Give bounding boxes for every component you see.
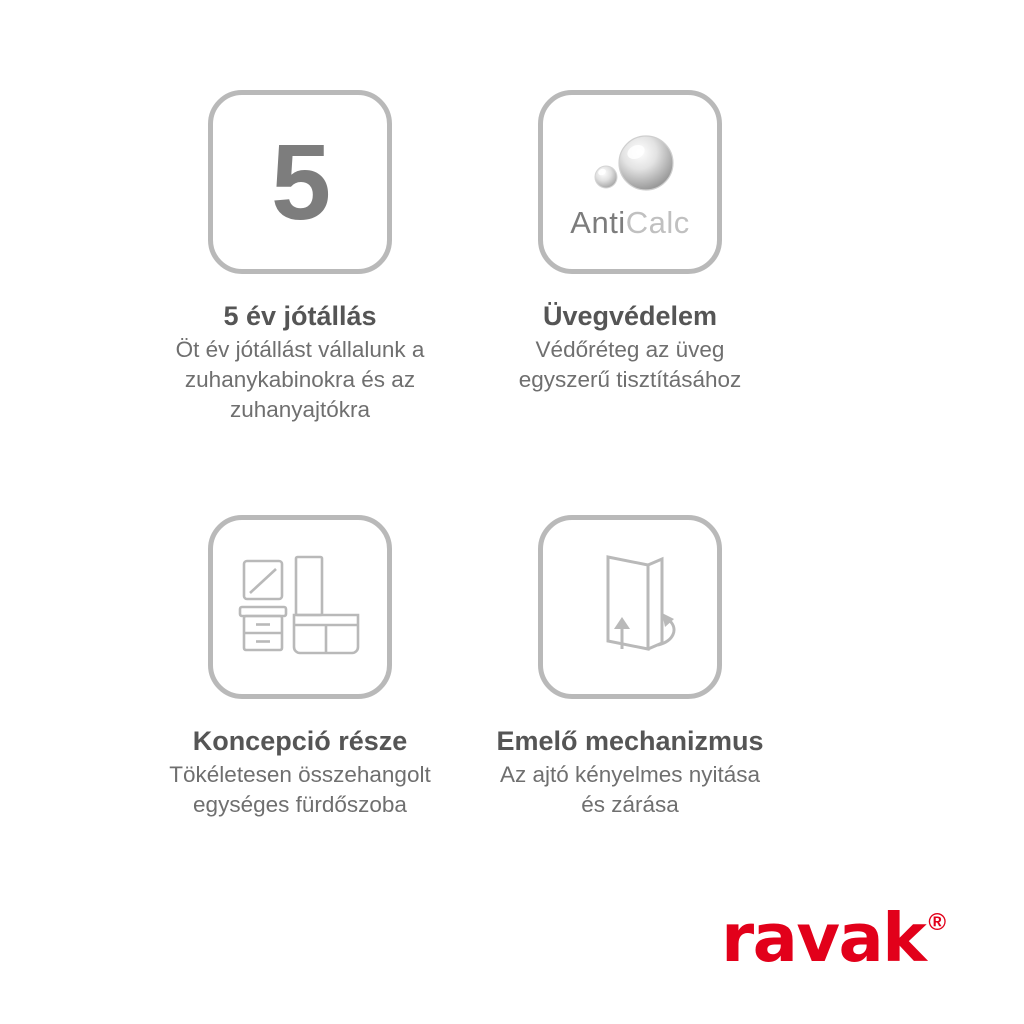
feature-title: Koncepció része xyxy=(192,725,408,756)
anticalc-label-calc: Calc xyxy=(625,205,690,240)
five-years-icon xyxy=(208,90,392,274)
feature-description: Védőréteg az üveg egyszerű tisztításához xyxy=(518,336,742,392)
water-droplet-icon xyxy=(570,131,690,201)
feature-card-warranty xyxy=(150,90,450,425)
feature-title: Üvegvédelem xyxy=(542,301,718,331)
feature-title: 5 év jótállás xyxy=(223,301,377,331)
door-lift-icon xyxy=(570,545,690,669)
ravak-logo-text: ravak xyxy=(721,899,926,977)
anticalc-icon xyxy=(538,90,722,274)
feature-card-glass-protection xyxy=(480,90,780,425)
registered-trademark-icon: ® xyxy=(928,909,946,936)
anticalc-icon-graphic xyxy=(570,123,690,241)
feature-grid xyxy=(150,90,880,819)
feature-description: Öt év jótállást vállalunk a zuhanykabinokra és az zuhanyajtókra xyxy=(175,336,425,422)
anticalc-icon-label xyxy=(570,205,689,241)
feature-card-lift-mechanism xyxy=(480,515,780,820)
feature-title: Emelő mechanizmus xyxy=(496,725,764,756)
feature-description: Tökéletesen összehangolt egységes fürdőszoba xyxy=(169,761,431,817)
bathroom-furniture-icon xyxy=(234,547,366,667)
bathroom-concept-icon xyxy=(208,515,392,699)
anticalc-label-anti: Anti xyxy=(570,205,626,240)
feature-card-concept xyxy=(150,515,450,820)
five-years-icon-glyph: 5 xyxy=(270,121,330,242)
lift-mechanism-icon xyxy=(538,515,722,699)
ravak-logo xyxy=(721,899,946,977)
feature-description: Az ajtó kényelmes nyitása és zárása xyxy=(499,761,761,817)
